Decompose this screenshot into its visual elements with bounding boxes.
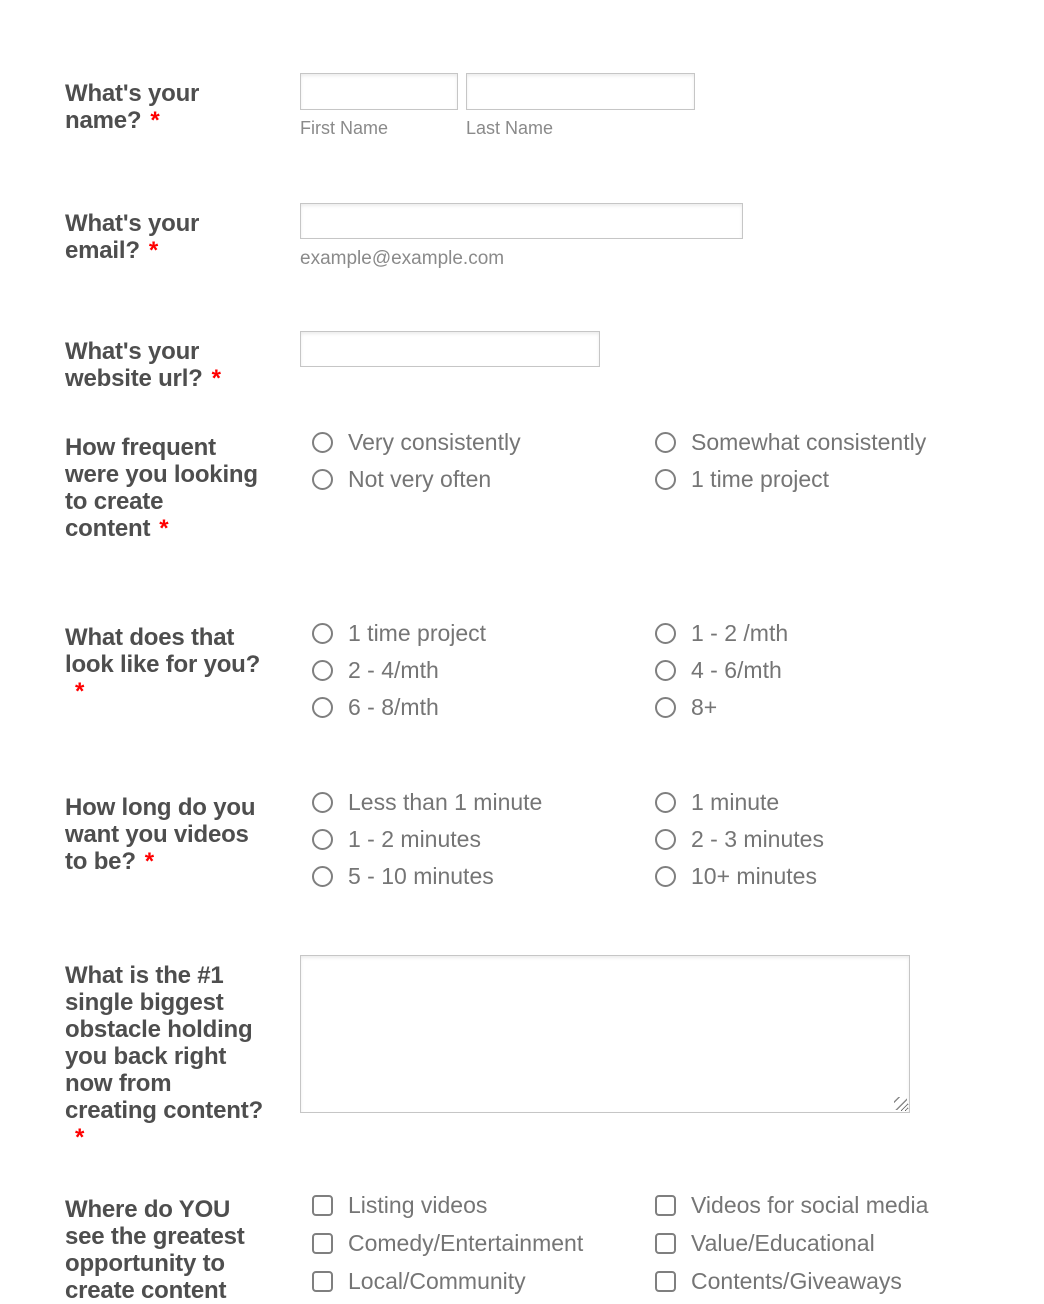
frequency-question-label: How frequent were you looking to create content * (65, 434, 258, 542)
obstacle-textarea[interactable] (300, 955, 910, 1113)
obstacle-question-label: What is the #1 single biggest obstacle holding you back right now from creating content? * (65, 962, 263, 1151)
required-asterisk: * (75, 1124, 85, 1151)
email-field-group (300, 203, 750, 268)
radio-option[interactable]: 8+ (643, 689, 1020, 726)
checkbox-option[interactable]: Comedy/Entertainment (300, 1224, 643, 1262)
radio-icon[interactable] (312, 697, 333, 718)
radio-icon[interactable] (655, 469, 676, 490)
radio-icon[interactable] (312, 660, 333, 681)
video-length-question-label: How long do you want you videos to be? * (65, 794, 256, 875)
cadence-question-label: What does that look like for you? * (65, 624, 261, 705)
radio-icon[interactable] (655, 792, 676, 813)
radio-icon[interactable] (312, 432, 333, 453)
radio-option[interactable]: 1 - 2 minutes (300, 821, 643, 858)
checkbox-icon[interactable] (655, 1271, 676, 1292)
radio-icon[interactable] (312, 623, 333, 644)
email-hint: example@example.com (300, 248, 505, 269)
last-name-sublabel: Last Name (466, 118, 554, 138)
radio-option[interactable]: 2 - 3 minutes (643, 821, 1020, 858)
radio-option[interactable]: 2 - 4/mth (300, 652, 643, 689)
first-name-input[interactable] (300, 73, 458, 110)
radio-icon[interactable] (655, 866, 676, 887)
opportunity-options (300, 1186, 1020, 1300)
obstacle-field-group (300, 955, 920, 1115)
radio-icon[interactable] (312, 866, 333, 887)
radio-option[interactable]: 6 - 8/mth (300, 689, 643, 726)
required-asterisk: * (144, 848, 154, 875)
required-asterisk: * (75, 678, 85, 705)
radio-option[interactable]: Very consistently (300, 424, 643, 461)
radio-icon[interactable] (655, 697, 676, 718)
checkbox-icon[interactable] (655, 1233, 676, 1254)
radio-icon[interactable] (655, 829, 676, 850)
radio-icon[interactable] (655, 660, 676, 681)
cadence-options (300, 615, 1020, 726)
radio-option[interactable]: 5 - 10 minutes (300, 858, 643, 895)
required-asterisk: * (211, 365, 221, 392)
radio-option[interactable]: Not very often (300, 461, 643, 498)
radio-option[interactable]: 10+ minutes (643, 858, 1020, 895)
checkbox-option[interactable]: Local/Community (300, 1262, 643, 1300)
name-question-label: What's your name? * (65, 80, 200, 134)
website-question-label: What's your website url? * (65, 338, 221, 392)
radio-option[interactable]: 1 minute (643, 784, 1020, 821)
frequency-options (300, 424, 1020, 498)
checkbox-option[interactable]: Listing videos (300, 1186, 643, 1224)
checkbox-icon[interactable] (312, 1233, 333, 1254)
checkbox-icon[interactable] (655, 1195, 676, 1216)
video-length-options (300, 784, 1020, 895)
checkbox-option[interactable]: Value/Educational (643, 1224, 1020, 1262)
name-field-group (300, 73, 700, 138)
radio-icon[interactable] (312, 469, 333, 490)
radio-option[interactable]: 1 time project (300, 615, 643, 652)
website-url-input[interactable] (300, 331, 600, 367)
radio-option[interactable]: Somewhat consistently (643, 424, 1020, 461)
radio-option[interactable]: 1 time project (643, 461, 1020, 498)
radio-option[interactable]: 4 - 6/mth (643, 652, 1020, 689)
required-asterisk: * (148, 237, 158, 264)
email-question-label: What's your email? * (65, 210, 200, 264)
radio-icon[interactable] (655, 623, 676, 644)
required-asterisk: * (159, 515, 169, 542)
first-name-sublabel: First Name (300, 118, 389, 138)
radio-option[interactable]: 1 - 2 /mth (643, 615, 1020, 652)
radio-icon[interactable] (655, 432, 676, 453)
email-input[interactable] (300, 203, 743, 239)
opportunity-question-label: Where do YOU see the greatest opportunity to create content (65, 1196, 245, 1304)
radio-option[interactable]: Less than 1 minute (300, 784, 643, 821)
checkbox-icon[interactable] (312, 1195, 333, 1216)
checkbox-icon[interactable] (312, 1271, 333, 1292)
checkbox-option[interactable]: Contents/Giveaways (643, 1262, 1020, 1300)
website-field-group (300, 331, 600, 367)
required-asterisk: * (150, 107, 160, 134)
radio-icon[interactable] (312, 792, 333, 813)
last-name-input[interactable] (466, 73, 695, 110)
checkbox-option[interactable]: Videos for social media (643, 1186, 1020, 1224)
radio-icon[interactable] (312, 829, 333, 850)
